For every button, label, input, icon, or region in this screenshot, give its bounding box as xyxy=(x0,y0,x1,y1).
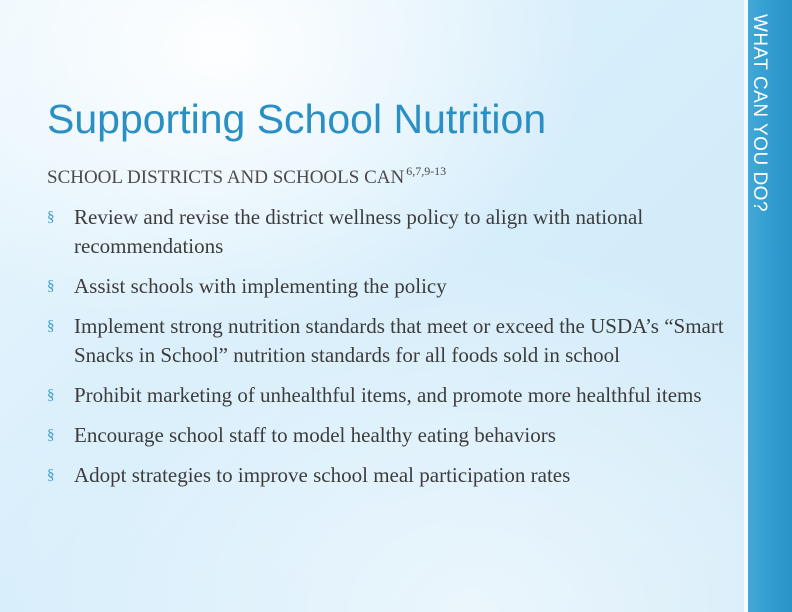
subtitle-text: SCHOOL DISTRICTS AND SCHOOLS CAN xyxy=(47,167,405,188)
bullet-text: Encourage school staff to model healthy eating behaviors xyxy=(74,423,556,447)
bullet-marker-icon: § xyxy=(47,387,55,403)
slide-title: Supporting School Nutrition xyxy=(47,96,547,142)
bullet-marker-icon: § xyxy=(47,467,55,483)
bullet-item xyxy=(47,203,727,261)
bullet-marker-icon: § xyxy=(47,278,55,294)
bullet-marker-icon: § xyxy=(47,427,55,443)
bullet-list xyxy=(47,203,727,501)
subtitle-references: 6,7,9-13 xyxy=(406,164,447,178)
bullet-item xyxy=(47,421,727,450)
bullet-text: Adopt strategies to improve school meal participation rates xyxy=(74,463,571,487)
bullet-item xyxy=(47,461,727,490)
bullet-text: Review and revise the district wellness policy to align with national recommendations xyxy=(74,205,644,258)
bullet-item xyxy=(47,381,727,410)
bullet-text: Prohibit marketing of unhealthful items, and promote more healthful items xyxy=(74,383,702,407)
bullet-marker-icon: § xyxy=(47,209,55,225)
bullet-item xyxy=(47,312,727,370)
slide-subtitle xyxy=(47,164,446,189)
bullet-text: Implement strong nutrition standards that meet or exceed the USDA’s “Smart Snacks in School” nutrition standards for all foods sold in school xyxy=(74,314,724,367)
bullet-text: Assist schools with implementing the policy xyxy=(74,274,447,298)
bullet-marker-icon: § xyxy=(47,318,55,334)
bullet-item xyxy=(47,272,727,301)
section-label: WHAT CAN YOU DO? xyxy=(749,14,770,213)
